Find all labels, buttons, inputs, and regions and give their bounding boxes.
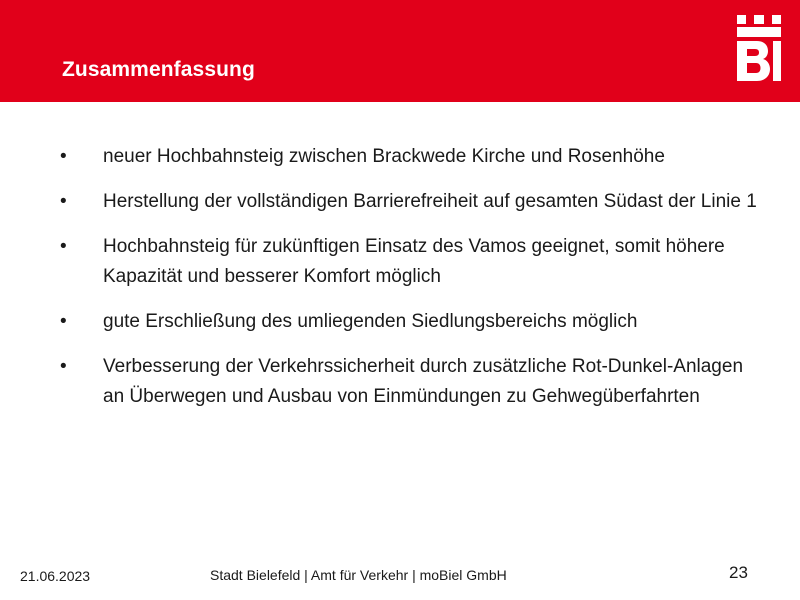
summary-bullet-list (0, 142, 800, 427)
list-item (0, 352, 800, 412)
bullet-text: gute Erschließung des umliegenden Siedlungsbereichs möglich (103, 311, 638, 332)
bullet-icon: • (60, 191, 67, 212)
bullet-icon: • (60, 236, 67, 257)
list-item (0, 232, 800, 292)
bielefeld-bi-logo (735, 15, 783, 83)
list-item (0, 142, 800, 172)
footer-date: 21.06.2023 (20, 568, 91, 584)
list-item (0, 187, 800, 217)
bullet-text: neuer Hochbahnsteig zwischen Brackwede Kirche und Rosenhöhe (103, 146, 665, 167)
slide-title: Zusammenfassung (62, 58, 255, 81)
page-number: 23 (729, 563, 748, 582)
list-item (0, 307, 800, 337)
bullet-text: Verbesserung der Verkehrssicherheit durch zusätzliche Rot-Dunkel-Anlagen an Überwegen und Ausbau von Einmündungen zu Gehwegüberfahrten (103, 356, 744, 407)
bullet-icon: • (60, 146, 67, 167)
bullet-icon: • (60, 356, 67, 377)
bullet-icon: • (60, 311, 67, 332)
footer-source: Stadt Bielefeld | Amt für Verkehr | moBiel GmbH (210, 567, 507, 583)
slide-header (0, 0, 800, 102)
bullet-text: Herstellung der vollständigen Barrierefreiheit auf gesamten Südast der Linie 1 (103, 191, 757, 212)
bullet-text: Hochbahnsteig für zukünftigen Einsatz des Vamos geeignet, somit höhere Kapazität und besserer Komfort möglich (103, 236, 725, 287)
